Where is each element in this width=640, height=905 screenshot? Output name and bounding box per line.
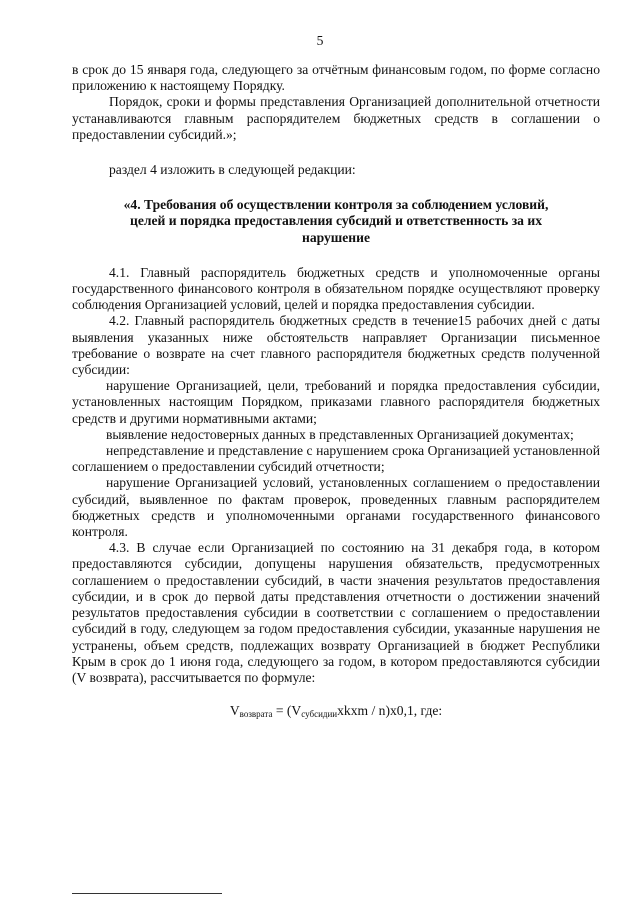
list-item: нарушение Организацией условий, установленных соглашением о предоставлении субсидий, выявленное по фактам проверок, проведенных главным распорядителем бюджетных средств и уполномоченными органами государственного финансового контроля.	[72, 475, 600, 540]
formula	[72, 703, 600, 722]
page-number: 5	[316, 33, 324, 48]
paragraph-4-1: 4.1. Главный распорядитель бюджетных средств и уполномоченные органы государственного финансового контроля в обязательном порядке осуществляют проверку соблюдения Организацией условий, целей и порядка предоставления субсидии.	[72, 264, 600, 313]
paragraph-3: раздел 4 изложить в следующей редакции:	[109, 162, 356, 178]
paragraph-4-3: 4.3. В случае если Организацией по состоянию на 31 декабря года, в котором предоставляются субсидии, допущены нарушения обязательств, предусмотренных соглашением о предоставлении субсидий, в части значения результатов предоставления субсидии, и в срок до первой даты представления отчетности о достижении значений результатов предоставления субсидии в соответствии с соглашением о предоставлении субсидий в году, следующем за годом предоставления субсидии, указанные нарушения не устранены, объем средств, подлежащих возврату Организацией в бюджет Республики Крым в срок до 1 июня года, следующего за годом, в котором предоставляются субсидии (V возврата), рассчитывается по формуле:	[72, 540, 600, 685]
formula-mid: = (V	[272, 703, 302, 719]
formula-subscript-return: возврата	[239, 709, 273, 720]
formula-tail: xkxm / n)x0,1, где:	[337, 703, 443, 719]
list-item: выявление недостоверных данных в представленных Организацией документах;	[106, 426, 574, 442]
paragraph-4-2: 4.2. Главный распорядитель бюджетных средств в течение15 рабочих дней с даты выявления указанных ниже обстоятельств направляет Организации письменное требование о возврате на счет главного распорядителя бюджетных средств полученной субсидии:	[72, 313, 600, 378]
list-item: непредставление и представление с нарушением срока Организацией установленной соглашением о предоставлении субсидий отчетности;	[72, 443, 600, 475]
formula-v: V	[229, 703, 240, 719]
document-body	[72, 62, 600, 722]
paragraph-1: в срок до 15 января года, следующего за отчётным финансовым годом, по форме согласно приложению к настоящему Порядку.	[72, 62, 600, 94]
section-heading: «4. Требования об осуществлении контроля за соблюдением условий, целей и порядка предоставления субсидий и ответственность за их нарушение	[123, 197, 549, 245]
list-item: нарушение Организацией, цели, требований и порядка предоставления субсидии, установленных настоящим Порядком, приказами главного распорядителя бюджетных средств и другими нормативными актами;	[72, 378, 600, 426]
footnote-rule	[72, 893, 222, 894]
paragraph-2: Порядок, сроки и формы представления Организацией дополнительной отчетности устанавливаются главным распорядителем бюджетных средств в соглашении о предоставлении субсидий.»;	[72, 94, 600, 142]
formula-subscript-subsidy: субсидии	[301, 709, 338, 720]
